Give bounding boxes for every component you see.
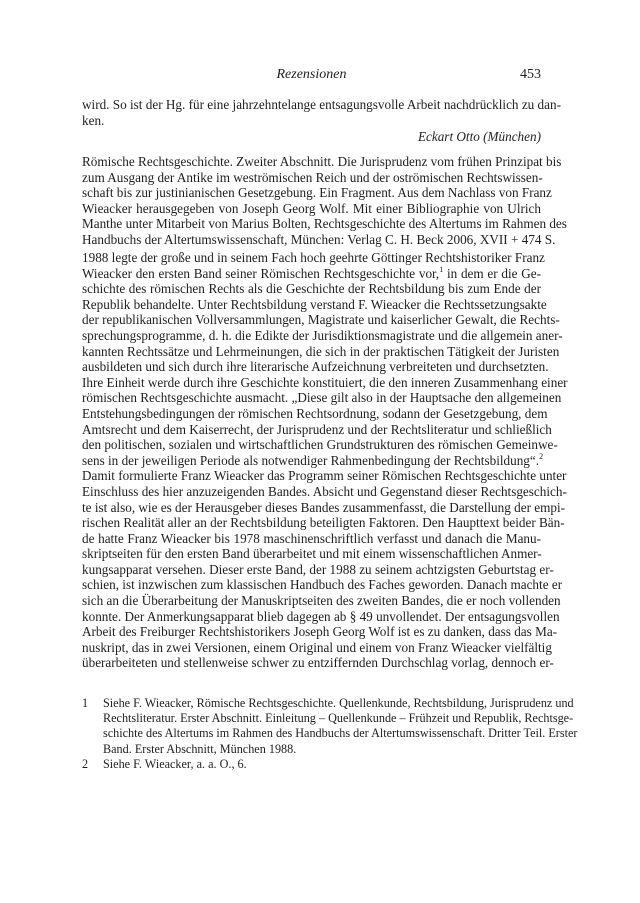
line-text: Wieacker den ersten Band seiner Römischen Rechtsgeschichte vor, [82,265,440,281]
text-line: Wieacker herausgegeben von Joseph Georg Wolf. Mit einer Bibliographie von Ulrich [82,200,541,216]
line-text: 1988 legte der große und in seinem Fach hoch geehrte Göttinger Rechtshistoriker Franz [82,250,545,265]
line-text: nuskript, das in zwei Versionen, einem Original und einem von Franz Wieacker vielfältig [82,639,552,655]
footnote-line: schichte des Altertums im Rahmen des Handbuchs der Altertumswissenschaft. Dritter Teil. Erster [103,726,578,741]
text-line: Handbuchs der Altertumswissenschaft, München: Verlag C. H. Beck 2006, XVII + 474 S. [82,231,556,247]
text-line: Römische Rechtsgeschichte. Zweiter Abschnitt. Die Jurisprudenz vom frühen Prinzipat bis [82,154,562,169]
line-text: kannten Rechtssätze und Lehrmeinungen, die sich in der praktischen Tätigkeit der Juristen [82,343,560,359]
line-text: sprechungsprogramme, d. h. die Edikte der Jurisdiktionsmagistrate und die allgemein aner- [82,327,563,343]
line-text: schien, ist inzwischen zum klassischen Handbuch des Faches geworden. Danach machte er [82,577,563,593]
text-line [82,359,549,375]
text-line [82,499,566,516]
footnote-number: 2 [82,756,89,771]
text-line [82,639,552,656]
running-header [82,67,541,83]
line-text: Einschluss des hier anzuzeigenden Bandes. Absicht und Gegenstand dieser Rechtsgeschich- [82,483,567,499]
text-line: wird. So ist der Hg. für eine jahrzehntelange entsagungsvolle Arbeit nachdrücklich zu dan- [82,97,561,112]
text-line [82,483,567,500]
reviewer-signature: Eckart Otto (München) [417,129,541,145]
text-line [82,546,541,562]
footnote-line: Rechtsliteratur. Erster Abschnitt. Einleitung – Quellenkunde – Frühzeit und Republik, Rechtsge- [103,711,574,726]
line-text: kungsapparat versehen. Dieser erste Band, der 1988 zu seinem achtzigsten Geburtstag er- [82,561,554,577]
line-text: sens in der jeweiligen Periode als notwendiger Rahmenbedingung der Rechtsbildung“. [82,452,540,468]
text-line [82,593,561,609]
line-text: schichte des römischen Rechts als die Geschichte der Rechtsbildung bis zum Ende der [82,281,541,297]
footnote-reference[interactable]: 1 [439,264,444,274]
line-text: in dem er die Ge- [443,265,541,281]
text-line [82,281,541,297]
line-text: ausbildeten und sich durch ihre literarische Aufzeichnung verbreiteten und durchsetzten. [82,359,549,375]
footnotes [82,696,578,772]
footnote-line: Siehe F. Wieacker, a. a. O., 6. [103,756,247,771]
text-line [82,608,560,625]
text-line [82,374,568,391]
text-line [82,451,544,469]
line-text: überarbeiteten und stellenweise schwer zu entziffernden Durchschlag vorlag, dennoch er- [82,655,554,671]
line-text: sich an die Überarbeitung der Manuskriptseiten des zweiten Bandes, die er noch vollenden [82,593,561,609]
line-text: Entstehungsbedingungen der römischen Rechtsordnung, sodann der Gesetzgebung, dem [82,405,548,421]
text-line [82,250,545,266]
text-line [82,531,541,547]
text-line [82,655,554,671]
text-line [82,468,567,484]
text-line [82,421,552,438]
footnote [82,696,578,757]
text-line [82,296,547,313]
line-text: der republikanischen Vollversammlungen, Magistrate und kaiserlicher Gewalt, die Rechts- [82,312,560,328]
footnote-line: Band. Erster Abschnitt, München 1988. [103,741,297,756]
previous-review-ending [82,97,561,145]
line-text: skriptseiten für den ersten Band überarbeitet und mit einem wissenschaftlichen Anmer- [82,546,542,562]
bibliographic-entry [82,154,567,248]
text-line [82,515,565,531]
text-line [82,405,548,422]
text-line [82,624,558,640]
text-line: schaft bis zur justinianischen Gesetzgebung. Ein Fragment. Aus dem Nachlass von Franz [82,185,552,201]
review-body [82,250,568,671]
text-line [82,561,554,578]
line-text: Damit formulierte Franz Wieacker das Programm seiner Römischen Rechtsgeschichte unter [82,468,567,484]
text-line [82,312,560,328]
line-text: Arbeit des Freiburger Rechtshistorikers Joseph Georg Wolf ist es zu danken, dass das Ma- [82,624,558,640]
text-line: zum Ausgang der Antike im weströmischen Reich und der oströmischen Rechtswissen- [82,169,543,185]
text-line [82,437,558,453]
text-line [82,266,541,282]
page-number: 453 [520,67,541,82]
text-line [82,343,560,360]
text-line: Manthe unter Mitarbeit von Marius Bolten, Rechtsgeschichte des Altertums im Rahmen des [82,216,567,232]
running-title: Rezensionen [276,67,347,82]
line-text: rischen Realität aller an der Rechtsbildung beteiligten Faktoren. Den Haupttext beider Bän- [82,515,565,531]
line-text: Republik behandelte. Unter Rechtsbildung verstand F. Wieacker die Rechtssetzungsakte [82,296,547,312]
line-text: de hatte Franz Wieacker bis 1978 maschinenschriftlich verfasst und danach die Manu- [82,530,541,546]
line-text: Ihre Einheit werde durch ihre Geschichte konstituiert, die den inneren Zusammenhang einer [82,374,568,390]
line-text: römischen Rechtsgeschichte ausmacht. „Diese gilt also in der Hauptsache den allgemeinen [82,390,562,406]
footnote-reference[interactable]: 2 [539,451,544,461]
line-text: konnte. Der Anmerkungsapparat blieb dagegen ab § 49 unvollendet. Der entsagungsvollen [82,608,560,624]
text-line [82,327,563,344]
text-line [82,390,562,406]
text-line [82,577,563,593]
line-text: te ist also, wie es der Herausgeber dieses Bandes zusammenfasst, die Darstellung der empi- [82,499,566,515]
footnote-number: 1 [82,696,89,710]
text-line: ken. [82,112,105,128]
footnote-line: Siehe F. Wieacker, Römische Rechtsgeschichte. Quellenkunde, Rechtsbildung, Jurisprudenz und [103,696,574,710]
footnote [82,757,541,772]
line-text: Amtsrecht und dem Kaiserrecht, der Jurisprudenz und der Rechtsliteratur und schließlich [82,421,552,437]
line-text: den politischen, sozialen und wirtschaftlichen Grundstrukturen des römischen Gemeinwe- [82,437,558,453]
